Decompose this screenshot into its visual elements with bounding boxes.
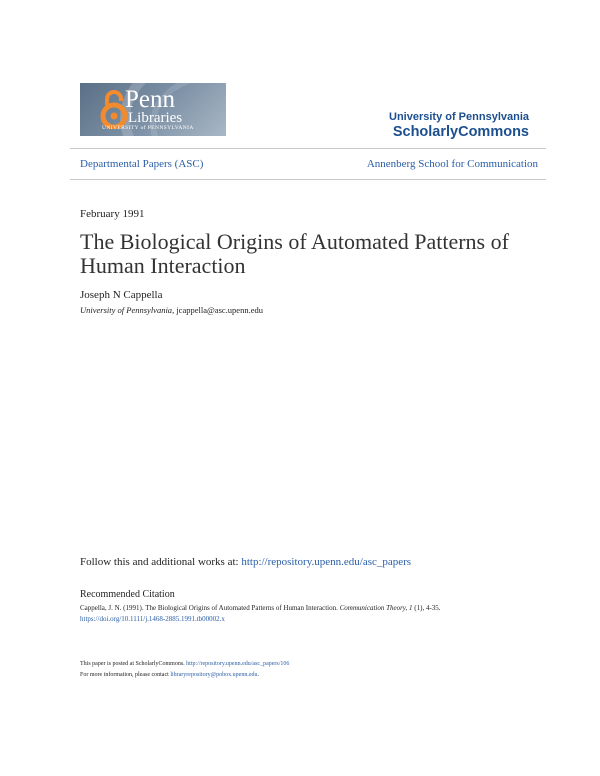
header-divider-bottom: [70, 179, 546, 180]
citation-text: [80, 604, 441, 612]
logo-libraries-text: Libraries: [128, 110, 183, 126]
publication-date: February 1991: [80, 208, 145, 220]
doi-link[interactable]: https://doi.org/10.1111/j.1468-2885.1991.tb00002.x: [80, 615, 225, 623]
annenberg-school-link[interactable]: Annenberg School for Communication: [366, 158, 538, 170]
scholarly-commons-title[interactable]: ScholarlyCommons: [392, 124, 529, 140]
header-divider-top: [70, 148, 546, 149]
affiliation-separator: ,: [172, 305, 177, 315]
affiliation-institution: University of Pennsylvania: [80, 305, 173, 315]
logo-penn-text: Penn: [125, 86, 175, 113]
contact-text: For more information, please contact: [80, 672, 171, 678]
paper-title: The Biological Origins of Automated Patterns of Human Interaction: [80, 229, 509, 278]
contact-email-link[interactable]: libraryrepository@pobox.upenn.edu: [170, 672, 258, 678]
contact-notice: [80, 672, 259, 678]
penn-libraries-logo[interactable]: [80, 83, 226, 136]
citation-suffix: (1), 4-35.: [412, 604, 441, 612]
logo-university-text: UNIVERSITY of PENNSYLVANIA: [102, 125, 194, 131]
author-affiliation: [80, 305, 263, 315]
citation-journal: Communication Theory, 1: [339, 604, 413, 612]
departmental-papers-link[interactable]: Departmental Papers (ASC): [80, 158, 204, 170]
follow-works-line: [80, 556, 411, 568]
follow-works-label: Follow this and additional works at:: [80, 556, 242, 568]
posted-text: This paper is posted at ScholarlyCommons.: [80, 661, 187, 667]
author-name: Joseph N Cappella: [80, 289, 163, 301]
university-name[interactable]: University of Pennsylvania: [389, 111, 529, 123]
recommended-citation-heading: Recommended Citation: [80, 589, 175, 600]
citation-prefix: Cappella, J. N. (1991). The Biological Origins of Automated Patterns of Human Interaction.: [80, 604, 340, 612]
paper-permalink[interactable]: http://repository.upenn.edu/asc_papers/106: [186, 661, 290, 667]
doi-line: [80, 615, 225, 623]
author-email: jcappella@asc.upenn.edu: [176, 305, 263, 315]
posted-notice: [80, 661, 289, 667]
asc-papers-link[interactable]: http://repository.upenn.edu/asc_papers: [241, 556, 412, 568]
contact-end: .: [257, 672, 259, 678]
